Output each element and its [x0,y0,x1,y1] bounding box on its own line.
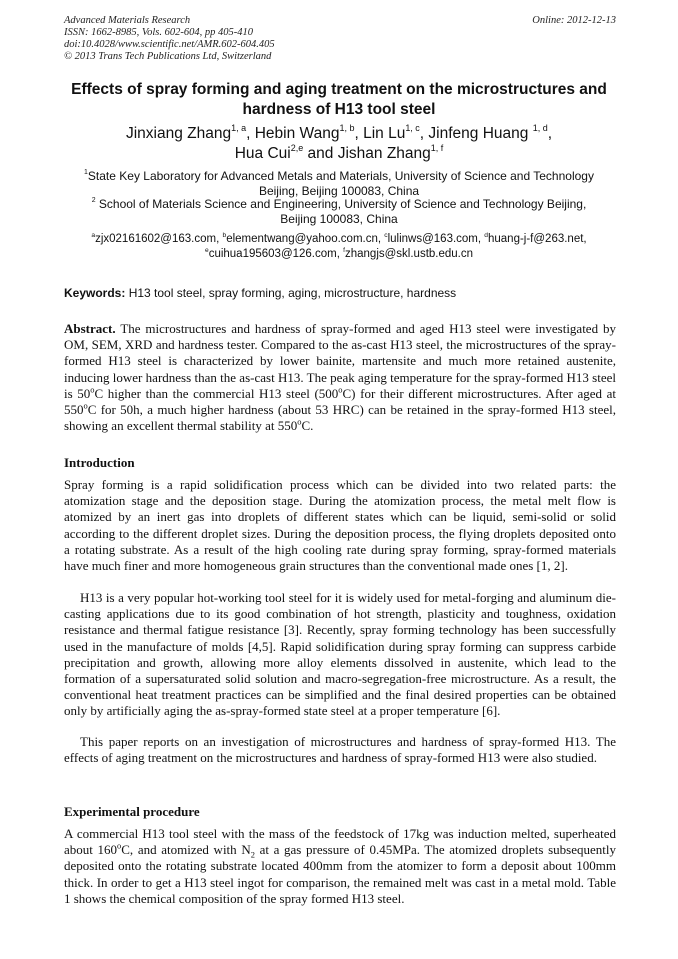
doi-line[interactable]: doi:10.4028/www.scientific.net/AMR.602-604.405 [64,39,275,50]
email-link[interactable]: elementwang@yahoo.com.cn, [226,233,385,245]
email-link[interactable]: zhangjs@skl.ustb.edu.cn [344,248,474,260]
issn-line: ISSN: 1662-8985, Vols. 602-604, pp 405-410 [64,27,253,38]
affiliation-1 [58,169,620,199]
email-link[interactable]: lulinws@163.com, [387,233,485,245]
abstract-text: C higher than the commercial H13 steel (500 [94,385,339,401]
abstract-text: C. [301,418,314,434]
affiliation-line: Beijing 100083, China [280,212,398,226]
email-line-1 [58,232,620,247]
keywords-text: H13 tool steel, spray forming, aging, microstructure, hardness [125,286,457,300]
author-separator: , [419,125,429,142]
abstract-text: The microstructures and hardness of spray-formed and aged H13 steel were investigated by OM, SEM, XRD and hardness tester. Compared to the as-cast H13 steel, the microstructures of the spray-formed H13 steel is characterized by lower bainite, martensite and much more retained austenite, inducing lower hardness than the as-cast H13. The peak aging temperature for the spray-formed H13 steel is 50 [64,321,616,401]
author-affil-sup: 1, f [430,142,444,153]
intro-paragraph-3: This paper reports on an investigation of microstructures and hardness of spray-formed H13. The effects of aging treatment on the microstructures and hardness of spray-formed H13 were also studied. [64,734,616,766]
author-affil-sup: 1, d [532,122,548,133]
abstract-text: C for 50h, a much higher hardness (about 53 HRC) can be retained in the spray-formed H13 steel, showing an excellent thermal stability at 550 [64,402,616,434]
author-name: Hebin Wang [254,125,340,142]
author-separator: , [354,125,364,142]
subscript: 2 [250,849,255,860]
author-emails [58,232,620,262]
journal-name: Advanced Materials Research [64,15,191,26]
author-affil-sup: 1, b [339,122,355,133]
author-list [58,124,620,164]
email-link[interactable]: cuihua195603@126.com, [208,248,344,260]
degree-sup: o [90,384,95,395]
keywords-label: Keywords: [64,286,126,300]
author-name: Lin Lu [363,125,406,142]
email-sup: f [343,246,345,254]
experimental-text: at a gas pressure of 0.45MPa. The atomized droplets subsequently deposited onto the rotating substrate located 400mm from the atomizer to form a deposit about 100mm thick. In order to get a H13 steel ingot for comparison, the remained melt was cast in a metal mold. Table 1 shows the chemical composition of the spray formed H13 steel. [64,842,616,906]
affiliation-text: School of Materials Science and Engineering, University of Science and Technology Beijing, [95,197,587,211]
affiliation-line [58,169,620,184]
degree-sup: o [83,400,88,411]
author-separator: , [547,125,553,142]
author-name: Hua Cui [234,145,291,162]
author-name: Jishan Zhang [337,145,431,162]
email-link[interactable]: zjx02161602@163.com, [95,233,223,245]
copyright-line: © 2013 Trans Tech Publications Ltd, Switzerland [64,51,272,62]
keywords [64,286,616,301]
email-sup: d [484,231,488,239]
paper-title [58,80,620,120]
degree-sup: o [297,416,302,427]
intro-paragraph-1: Spray forming is a rapid solidification process which can be divided into two related parts: the atomization stage and the deposition stage. During the atomization process, the metal melt flow is atomized by an inert gas into droplets of different states which can be liquid, semi-solid or solid according to the different droplet sizes. During the deposition process, the flying droplets deposited onto a rotating substrate. As a result of the high cooling rate during spray forming, spray-formed materials have much finer and more homogeneous grain structures than the conventional made ones [1, 2]. [64,477,616,574]
author-separator: and [303,145,338,162]
author-affil-sup: 1, c [405,122,420,133]
experimental-paragraph [64,826,616,907]
email-sup: c [384,231,388,239]
email-sup: b [222,231,227,239]
author-line-2 [58,144,620,164]
email-sup: a [91,231,96,239]
author-line-1 [58,124,620,144]
affiliation-text: State Key Laboratory for Advanced Metals and Materials, University of Science and Technology [87,169,594,183]
experimental-text: A commercial H13 tool steel with the mass of the feedstock of 17kg was induction melted, superheated about 160 [64,826,616,858]
affiliation-line: Beijing, Beijing 100083, China [258,184,420,198]
abstract-paragraph [64,321,616,434]
section-heading-introduction: Introduction [64,455,135,470]
author-affil-sup: 2,e [290,142,304,153]
affiliation-sup: 2 [91,197,96,205]
degree-sup: o [338,384,343,395]
email-link[interactable]: huang-j-f@263.net, [487,233,587,245]
author-separator: , [246,125,255,142]
journal-header [64,15,616,63]
degree-sup: o [117,840,122,851]
experimental-text: C, and atomized with N [121,842,251,858]
title-line-2: hardness of H13 tool steel [242,101,436,118]
author-name: Jinxiang Zhang [125,125,232,142]
intro-paragraph-2: H13 is a very popular hot-working tool steel for it is widely used for metal-forging and aluminum die-casting applications due to its good combination of hot strength, plasticity and toughness, oxidation resistance and thermal fatigue resistance [3]. Recently, spray forming technology has been successfully used in the manufacture of molds [4,5]. Rapid solidification during spray forming can suppress carbide precipitation and growth, allowing more alloy elements dissolved in austenite, which lead to the formation of a supersaturated solid solution and macro-segregation-free microstructure. As a result, the conventional heat treatment practices can be simplified and the final desired properties can be obtained only by artificially aging the as-spray-formed state steel at a proper temperature [6]. [64,590,616,719]
author-name: Jinfeng Huang [428,125,533,142]
email-line-2 [58,247,620,262]
title-line-1: Effects of spray forming and aging treatment on the microstructures and [71,81,607,98]
affiliation-line [58,197,620,212]
section-heading-experimental: Experimental procedure [64,804,200,819]
online-date: Online: 2012-12-13 [532,15,616,26]
author-affil-sup: 1, a [231,122,247,133]
affiliation-2 [58,197,620,227]
abstract-label: Abstract. [64,321,116,336]
email-sup: e [204,246,209,254]
affiliation-sup: 1 [84,169,88,177]
abstract-text: C) for their different microstructures. After aged at 550 [64,385,617,418]
